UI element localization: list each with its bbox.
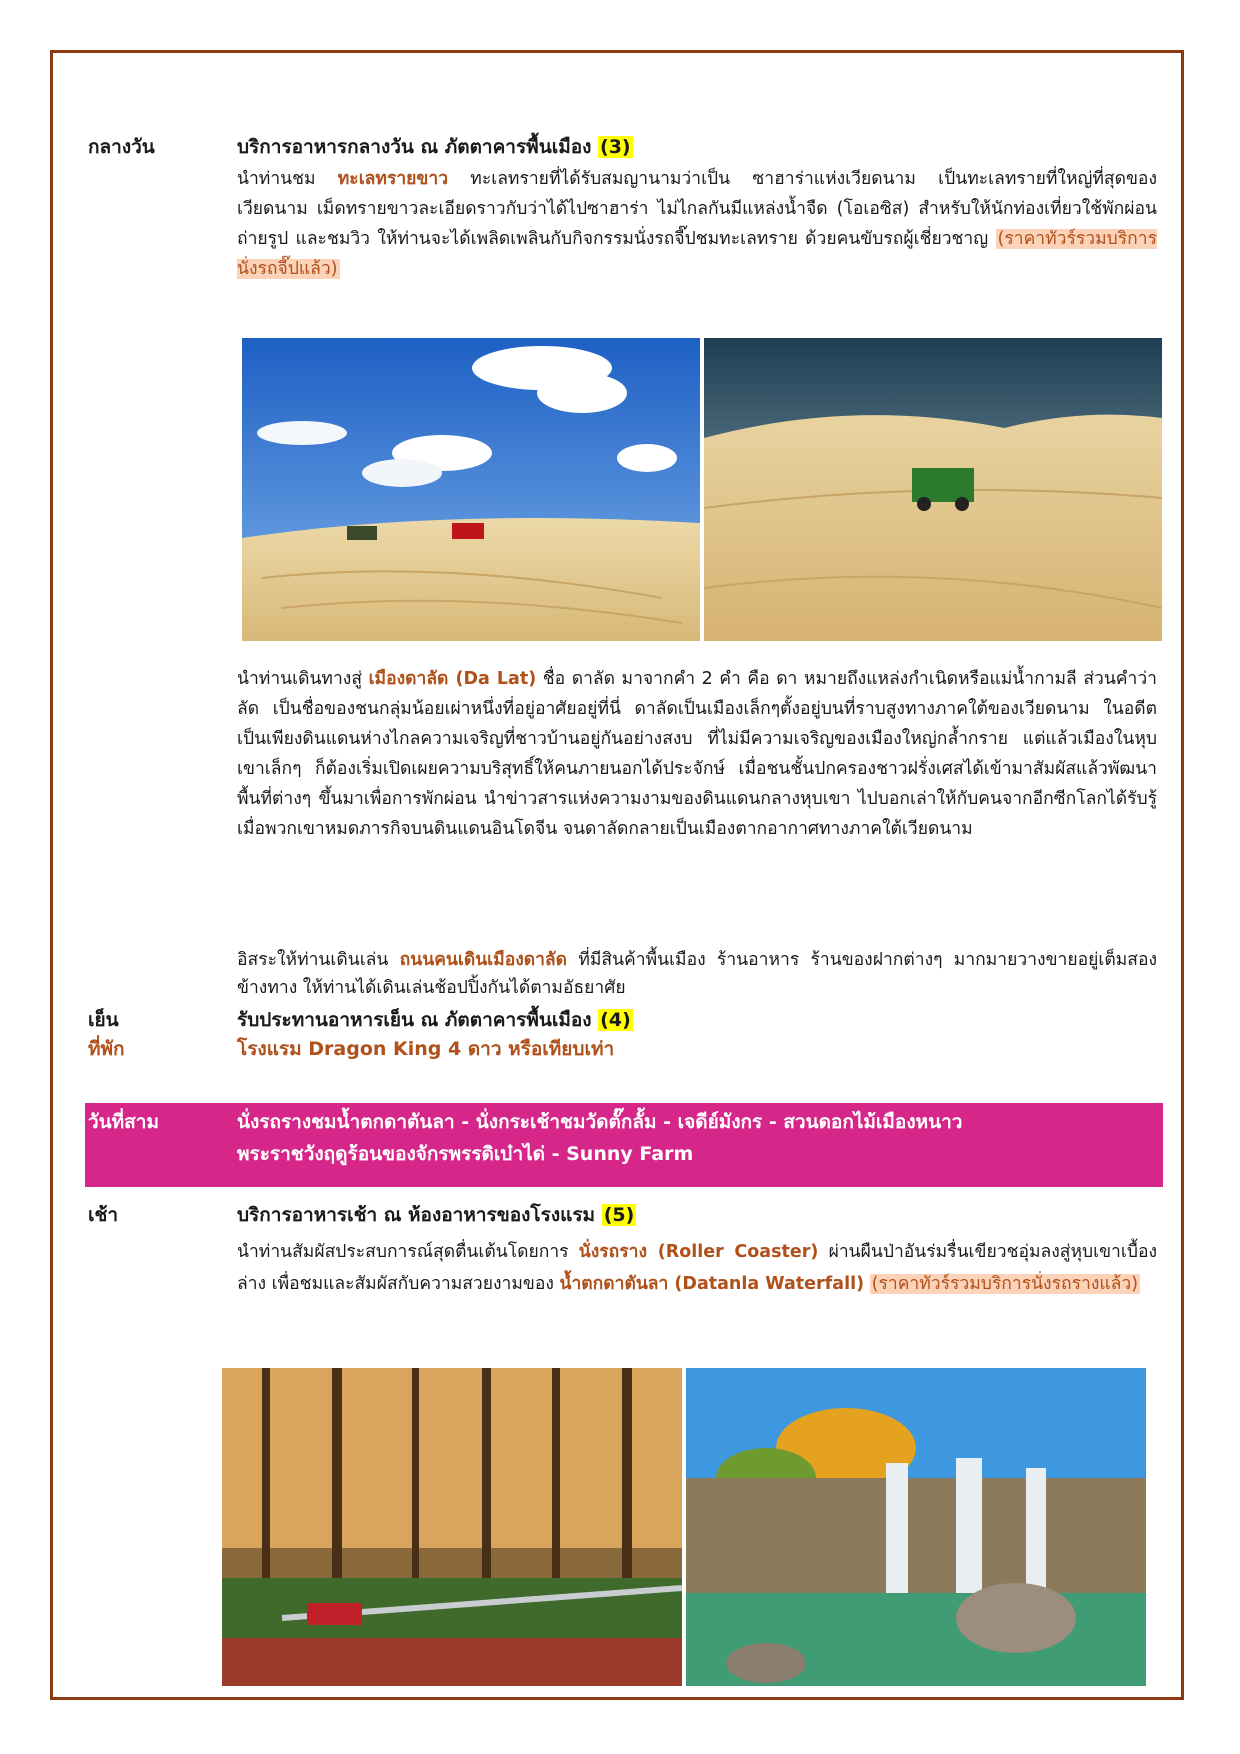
breakfast-meal-number: (5) (603, 1204, 635, 1226)
day3-itinerary-line2: พระราชวังฤดูร้อนของจักรพรรดิเบ๋าได่ - Sunny Farm (237, 1143, 694, 1165)
dinner-meal-number: (4) (600, 1009, 631, 1031)
dalat-highlight: เมืองดาลัด (Da Lat) (368, 669, 537, 689)
hotel-name: โรงแรม Dragon King 4 ดาว หรือเทียบเท่า (237, 1038, 615, 1060)
walking-street-paragraph (237, 946, 1157, 1002)
p1-text-a: นำท่านชม (237, 169, 338, 189)
breakfast-heading-text: บริการอาหารเช้า ณ ห้องอาหารของโรงแรม (237, 1204, 596, 1226)
sand-dunes-jeeps-photo (242, 338, 700, 641)
breakfast-label: เช้า (88, 1204, 119, 1226)
roller-coaster-highlight: นั่งรถราง (Roller Coaster) (578, 1242, 819, 1262)
datanla-waterfall-photo (686, 1368, 1146, 1686)
day3-itinerary-line1: นั่งรถรางชมน้ำตกดาตันลา - นั่งกระเช้าชมวัดตั๊กลั้ม - เจดีย์มังกร - สวนดอกไม้เมืองหนาว (237, 1111, 963, 1133)
p3-text-b: ที่มีสินค้าพื้นเมือง ร้านอาหาร ร้านของฝากต่างๆ มากมายวางขายอยู่เต็มสองข้างทาง ให้ท่านได้เดินเล่นช้อปปิ้งกันได้ตามอัธยาศัย (237, 950, 1158, 998)
breakfast-heading (237, 1200, 636, 1230)
day3-banner (85, 1103, 1163, 1187)
dinner-heading (237, 1005, 633, 1035)
dinner-heading-text: รับประทานอาหารเย็น ณ ภัตตาคารพื้นเมือง (237, 1009, 592, 1031)
lunch-meal-number: (3) (600, 136, 631, 158)
lunch-label: กลางวัน (88, 136, 155, 158)
datanla-waterfall-highlight: น้ำตกดาตันลา (Datanla Waterfall) (559, 1274, 865, 1294)
day3-label: วันที่สาม (88, 1111, 159, 1133)
desert-jeep-photo (704, 338, 1162, 641)
dalat-paragraph (237, 664, 1157, 844)
walking-street-highlight: ถนนคนเดินเมืองดาลัด (399, 950, 568, 970)
lunch-heading-text: บริการอาหารกลางวัน ณ ภัตตาคารพื้นเมือง (237, 136, 592, 158)
bp1-text-b: ผ่านผืนป่าอันร่มรื่นเขียวชอุ่มลงสู่หุบเขาเบื้องล่าง เพื่อชมและสัมผัสกับความสวยงามของ (237, 1242, 1157, 1294)
jeep-included-note: (ราคาทัวร์รวมบริการนั่งรถจี๊ปแล้ว) (237, 229, 1157, 279)
p2-text-b: ชื่อ ดาลัด มาจากคำ 2 คำ คือ ดา หมายถึงแหล่งกำเนิดหรือแม่น้ำกามลี ส่วนคำว่า ลัด เป็นชื่อของชนกลุ่มน้อยเผ่าหนึ่งที่อยู่อาศัยอยู่ที่นี่ ดาลัดเป็นเมืองเล็กๆตั้งอยู่บนที่ราบสูงทางภาคใต้ของเวียดนาม ในอดีตเป็นเพียงดินแดนห่างไกลความเจริญที่ชาวบ้านอยู่กันอย่างสงบ ที่ไม่มีความเจริญของเมืองใหญ่กล้ำกราย แต่แล้วเมืองในหุบเขาเล็กๆ ก็ต้องเริ่มเปิดเผยความบริสุทธิ์ให้คนภายนอกได้ประจักษ์ เมื่อชนชั้นปกครองชาวฝรั่งเศสได้เข้ามาสัมผัสแล้วพัฒนาพื้นที่ต่างๆ ขึ้นมาเพื่อการพักผ่อน นำข่าวสารแห่งความงามของดินแดนกลางหุบเขา ไปบอกเล่าให้กับคนจากอีกซีกโลกได้รับรู้ เมื่อพวกเขาหมดภารกิจบนดินแดนอินโดจีน จนดาลัดกลายเป็นเมืองตากอากาศทางภาคใต้เวียดนาม (237, 669, 1157, 839)
hotel-label: ที่พัก (88, 1038, 125, 1060)
white-sand-dunes-highlight: ทะเลทรายขาว (337, 169, 449, 189)
p1-text-b: ทะเลทรายที่ได้รับสมญานามว่าเป็น ซาฮาร่าแห่งเวียดนาม เป็นทะเลทรายที่ใหญ่ที่สุดของเวียดนาม เม็ดทรายขาวละเอียดราวกับว่าได้ไปซาฮาร่า ไม่ไกลกันมีแหล่งน้ำจืด (โอเอซิส) สำหรับให้นักท่องเที่ยวใช้พักผ่อน ถ่ายรูป และชมวิว ให้ท่านจะได้เพลิดเพลินกับกิจกรรมนั่งรถจี๊ปชมทะเลทราย ด้วยคนขับรถผู้เชี่ยวชาญ (237, 169, 1157, 249)
white-sand-dunes-paragraph (237, 164, 1157, 284)
pine-forest-coaster-photo (222, 1368, 682, 1686)
roller-coaster-paragraph (237, 1236, 1157, 1300)
dinner-label: เย็น (88, 1009, 119, 1031)
p3-text-a: อิสระให้ท่านเดินเล่น (237, 950, 400, 970)
bp1-text-a: นำท่านสัมผัสประสบการณ์สุดตื่นเต้นโดยการ (237, 1242, 579, 1262)
coaster-included-note: (ราคาทัวร์รวมบริการนั่งรถรางแล้ว) (871, 1274, 1139, 1294)
p2-text-a: นำท่านเดินทางสู่ (237, 669, 369, 689)
lunch-heading (237, 132, 633, 162)
